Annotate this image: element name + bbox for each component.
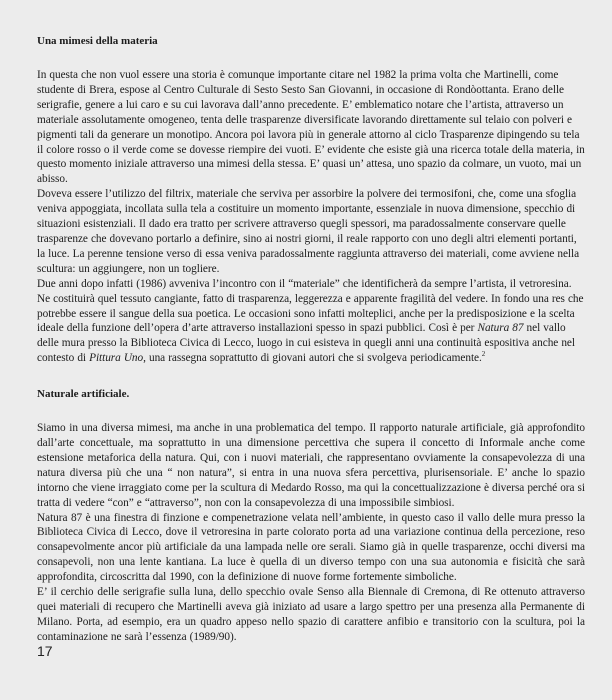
section-heading-naturale: Naturale artificiale. [37,388,130,401]
section-mimesi [37,34,585,366]
footnote-marker: 2 [481,350,486,359]
text-column [37,34,585,645]
paragraph: Natura 87 è una finestra di finzione e compenetrazione velata nell’ambiente, in questo caso il vallo delle mura presso la Biblioteca Civica di Lecco, dove il vetroresina in parte colorato porta ad una variazione continua della percezione, reso consapevolmente ancor più artificiale da una lampada nelle ore serali. Siamo già in quelle trasparenze, occhi diversi ma consapevoli, non una lente kantiana. La luce è quella di un diverso tempo con una sua autonomia e fisicità che sarà approfondita, circoscritta dal 1990, con la definizione di nuove forme fortemente simboliche. [37,511,585,584]
exhibition-title: Pittura Uno [89,352,144,365]
paragraph: In questa che non vuol essere una storia è comunque importante citare nel 1982 la prima volta che Martinelli, come studente di Brera, espose al Centro Culturale di Sesto Sesto San Giovanni, in occasione di Rondòottanta. Erano delle serigrafie, genere a lui caro e su cui lavorava dall’anno precedente. E’ emblematico notare che l’artista, attraverso un materiale assolutamente omogeneo, tenta delle trasparenze diversificate lavorando direttamente sul telaio con polveri e pigmenti tali da generare un monotipo. Ancora poi lavora più in generale attorno al ciclo Trasparenze dipingendo su tela il colore rosso o il verde come se dovesse riempire dei vuoti. E’ evidente che esiste già una ricerca totale della materia, in questo momento iniziale attraverso una mimesi della stessa. E’ quasi un’ attesa, uno spazio da colmare, un vuoto, mai un abisso. [37,69,585,186]
paragraph [37,277,585,366]
text-run: , una rassegna soprattutto di giovani autori che si svolgeva periodicamente. [143,352,482,365]
text-run: Due anni dopo infatti (1986) avveniva l’incontro con il “materiale” che identificherà da sempre l’artista, il vetroresina. Ne costituirà quel tessuto cangiante, fatto di trasparenza, leggerezza e apparente fragilità del vedere. In fondo una res che potrebbe essere il sangue della sua poetica. Le occasioni sono infatti molteplici, anche per la predisposizione e la scelta ideale della funzione dell’opera d’arte attraverso installazioni spesso in spazi pubblici. Così è per [37,277,584,335]
page-number: 17 [37,643,53,659]
artwork-title: Natura 87 [477,322,524,335]
paragraph: Siamo in una diversa mimesi, ma anche in una problematica del tempo. Il rapporto naturale artificiale, già approfondito dall’arte concettuale, ma soprattutto in una dimensione percettiva che supera il concetto di Informale anche come estensione metaforica della natura. Qui, con i nuovi materiali, che rappresentano ovviamente la consapevolezza di una natura diversa più che una “ non natura”, si entra in una nuova sfera percettiva, plurisensoriale. E’ anche lo spazio intorno che viene irraggiato come per la scultura di Medardo Rosso, ma qui la concettualizzazione è diversa perché ora si tratta di vedere “con” e “attraverso”, non con la consapevolezza di una impossibile simbiosi. [37,422,585,509]
text-run: nel vallo delle mura presso la Biblioteca Civica di Lecco, luogo in cui esisteva in quegli anni una continuità espositiva anche nel contesto di [37,322,575,365]
section-heading-mimesi: Una mimesi della materia [37,35,158,47]
paragraph: Doveva essere l’utilizzo del filtrix, materiale che serviva per assorbire la polvere dei termosifoni, che, come una sfoglia veniva appoggiata, incollata sulla tela a costituire un momento importante, essenziale in nuova dimensione, specchio di situazioni esistenziali. Il dado era tratto per scrivere attraverso quegli spessori, ma paradossalmente conservare quelle trasparenze che dovevano portarlo a definire, sino ai nostri giorni, il reale rapporto con uno degli altri elementi portanti, la luce. La perenne tensione verso di essa veniva paradossalmente raggiunta attraverso dei materiali, come avviene nella scultura: un aggiungere, non un togliere. [37,188,580,275]
section-naturale-artificiale [37,387,585,645]
paragraph: E’ il cerchio delle serigrafie sulla luna, dello specchio ovale Senso alla Biennale di Cremona, di Re ottenuto attraverso quei materiali di recupero che Martinelli aveva già iniziato ad usare a largo spettro per una presenza alla Permanente di Milano. Porta, ad esempio, era un quadro appeso nello spazio di carattere anfibio e transitorio con la scultura, poi la contaminazione ne sarà l’essenza (1989/90). [37,586,585,643]
